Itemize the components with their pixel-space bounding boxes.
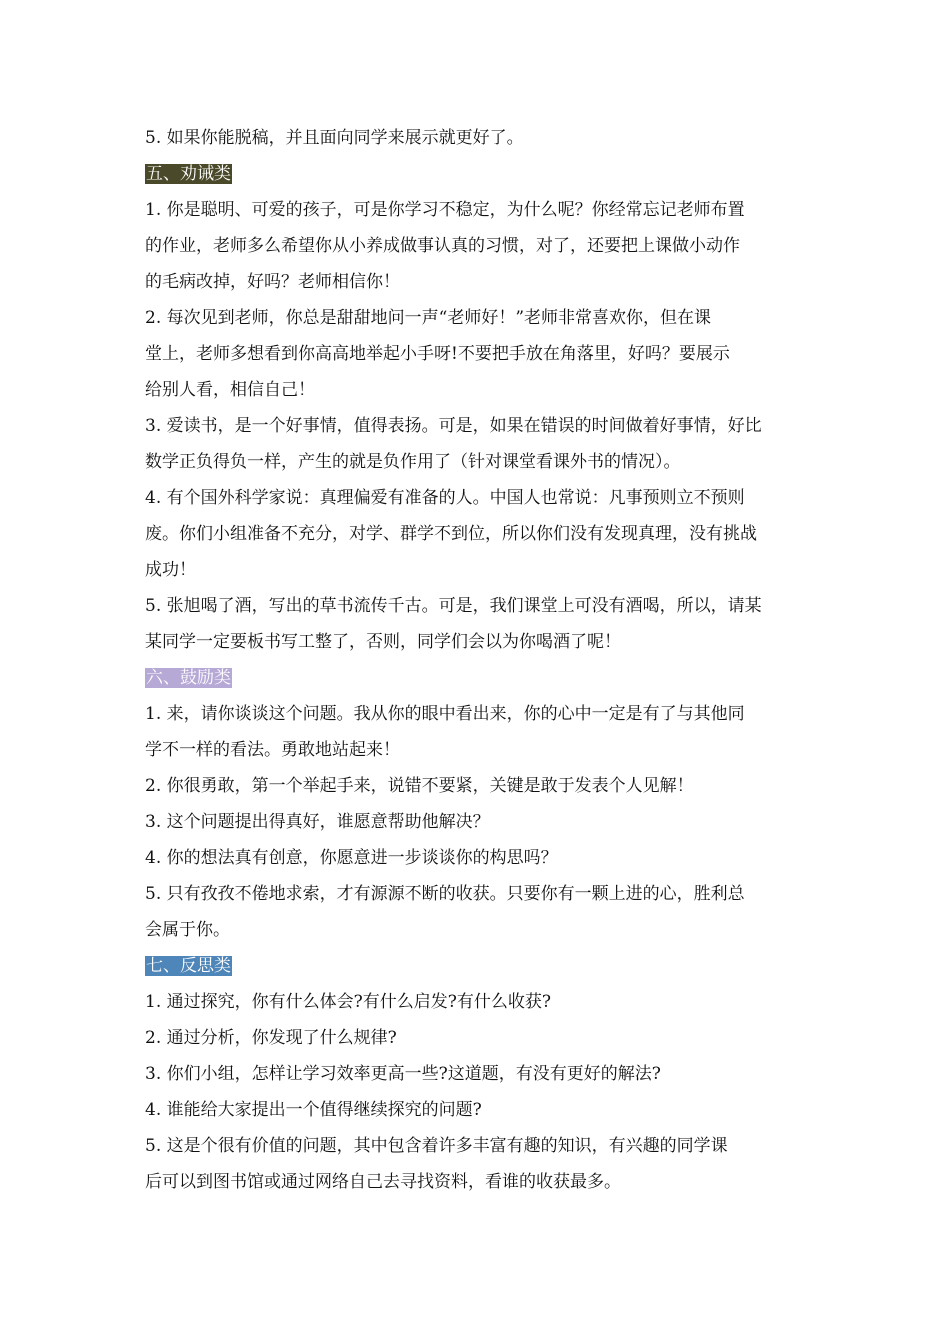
section-heading-wrap <box>145 948 810 984</box>
admonish-item-4-line-1: 4. 有个国外科学家说：真理偏爱有准备的人。中国人也常说：凡事预则立不预则 <box>145 488 745 508</box>
admonish-item-1-line-2: 的作业，老师多么希望你从小养成做事认真的习惯，对了，还要把上课做小动作 <box>145 236 740 256</box>
admonish-item-5-line-1: 5. 张旭喝了酒，写出的草书流传千古。可是，我们课堂上可没有酒喝，所以，请某 <box>145 596 762 616</box>
reflect-item-2-line-1: 2. 通过分析，你发现了什么规律? <box>145 1028 397 1048</box>
admonish-item-2-line-1: 2. 每次见到老师，你总是甜甜地问一声“老师好！”老师非常喜欢你，但在课 <box>145 308 712 328</box>
encourage-item-2-line-1: 2. 你很勇敢，第一个举起手来，说错不要紧，关键是敢于发表个人见解！ <box>145 776 694 796</box>
encourage-item-1-line-2: 学不一样的看法。勇敢地站起来！ <box>145 740 400 760</box>
reflect-item-5-line-2: 后可以到图书馆或通过网络自己去寻找资料，看谁的收获最多。 <box>145 1172 621 1192</box>
reflect-item-3-line-1: 3. 你们小组，怎样让学习效率更高一些?这道题，有没有更好的解法? <box>145 1064 661 1084</box>
admonish-item-3-line-2: 数学正负得负一样，产生的就是负作用了（针对课堂看课外书的情况）。 <box>145 452 681 472</box>
reflect-item-5-line-1: 5. 这是个很有价值的问题，其中包含着许多丰富有趣的知识，有兴趣的同学课 <box>145 1136 728 1156</box>
encourage-item-5-line-1: 5. 只有孜孜不倦地求索，才有源源不断的收获。只要你有一颗上进的心，胜利总 <box>145 884 745 904</box>
section-heading-reflect: 七、反思类 <box>146 956 231 976</box>
section-heading-wrap <box>145 156 810 192</box>
admonish-item-5-line-2: 某同学一定要板书写工整了，否则，同学们会以为你喝酒了呢！ <box>145 632 621 652</box>
reflect-item-4-line-1: 4. 谁能给大家提出一个值得继续探究的问题? <box>145 1100 482 1120</box>
encourage-item-5-line-2: 会属于你。 <box>145 920 230 940</box>
admonish-item-3-line-1: 3. 爱读书，是一个好事情，值得表扬。可是，如果在错误的时间做着好事情，好比 <box>145 416 762 436</box>
encourage-item-3-line-1: 3. 这个问题提出得真好，谁愿意帮助他解决？ <box>145 812 490 832</box>
admonish-item-4-line-3: 成功！ <box>145 560 196 580</box>
document-body <box>145 120 810 1200</box>
admonish-item-2-line-2: 堂上，老师多想看到你高高地举起小手呀!不要把手放在角落里，好吗？要展示 <box>145 344 730 364</box>
section-heading-wrap <box>145 660 810 696</box>
encourage-item-4-line-1: 4. 你的想法真有创意，你愿意进一步谈谈你的构思吗？ <box>145 848 558 868</box>
section-heading-admonish: 五、劝诫类 <box>146 164 231 184</box>
admonish-item-4-line-2: 废。你们小组准备不充分，对学、群学不到位，所以你们没有发现真理，没有挑战 <box>145 524 757 544</box>
encourage-item-1-line-1: 1. 来，请你谈谈这个问题。我从你的眼中看出来，你的心中一定是有了与其他同 <box>145 704 745 724</box>
admonish-item-1-line-1: 1. 你是聪明、可爱的孩子，可是你学习不稳定，为什么呢？你经常忘记老师布置 <box>145 200 745 220</box>
intro-line: 5. 如果你能脱稿，并且面向同学来展示就更好了。 <box>145 128 524 148</box>
admonish-item-2-line-3: 给别人看，相信自己！ <box>145 380 315 400</box>
section-heading-encourage: 六、鼓励类 <box>146 668 231 688</box>
reflect-item-1-line-1: 1. 通过探究，你有什么体会?有什么启发?有什么收获? <box>145 992 551 1012</box>
admonish-item-1-line-3: 的毛病改掉，好吗？老师相信你！ <box>145 272 400 292</box>
